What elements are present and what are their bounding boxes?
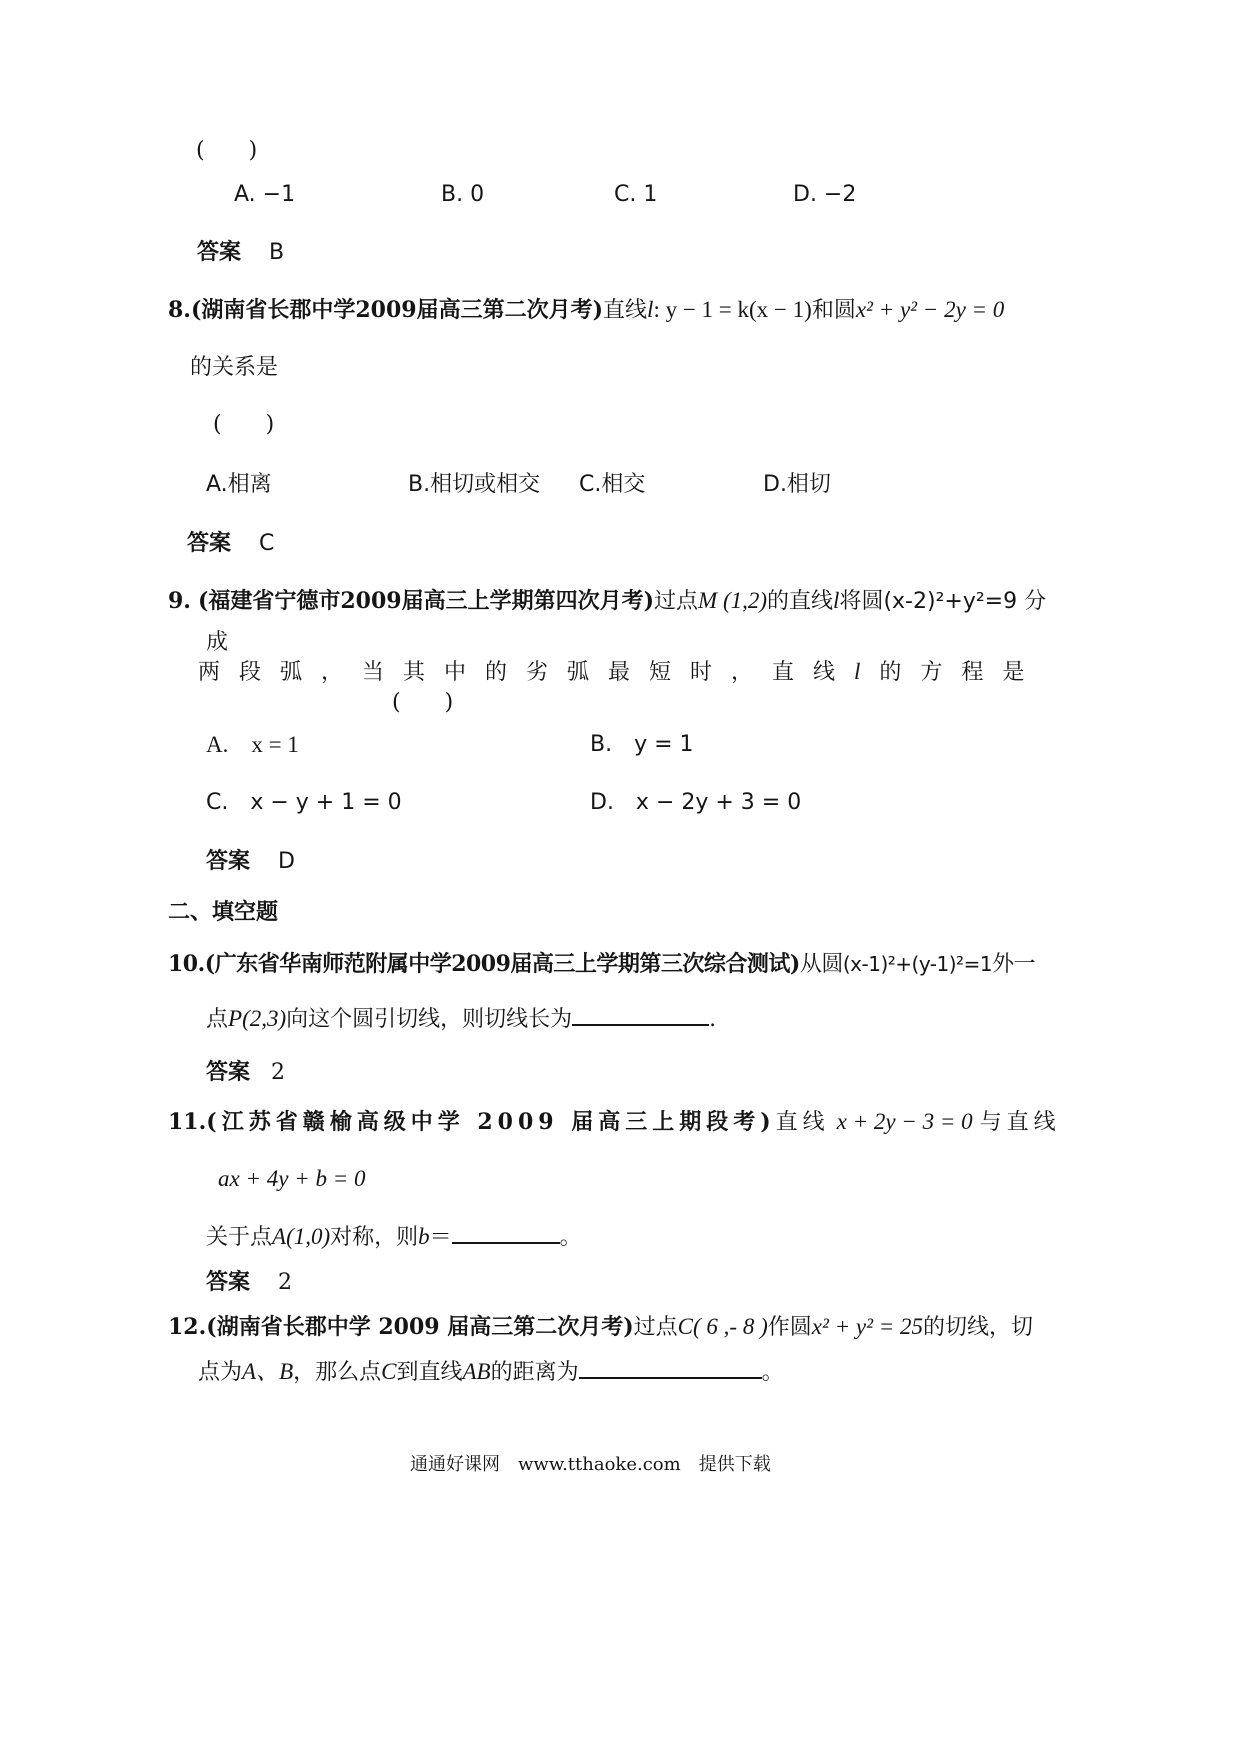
line-symbol: l [647, 297, 654, 322]
q7-option-c: C. 1 [614, 182, 658, 207]
circle-equation: (x-2)²+y²=9 [883, 589, 1018, 614]
answer-value: C [259, 531, 275, 556]
question-source: (湖南省长郡中学2009届高三第二次月考) [190, 297, 604, 323]
question-number: 10. [168, 951, 205, 977]
q8-option-a: A.相离 [206, 472, 272, 497]
q10-stem-cont [206, 1004, 716, 1035]
stem-text: 将圆 [839, 589, 884, 614]
q7-option-a: A. −1 [234, 182, 296, 207]
point: P(2,3) [228, 1006, 287, 1031]
option-text: A. x = 1 [206, 732, 299, 757]
question-source: (广东省华南师范附属中学2009届高三上学期第三次综合测试) [204, 951, 800, 977]
answer-label: 答案 [187, 530, 232, 556]
line-symbol: l [854, 659, 861, 684]
stem-text: 的切线，切 [923, 1315, 1034, 1340]
q11-answer [206, 1267, 292, 1298]
q9-option-b [590, 730, 694, 760]
q9-answer [206, 846, 295, 877]
answer-value: 2 [278, 1270, 292, 1295]
stem-text: 对称，则 [330, 1225, 419, 1250]
q9-stem-cont: 成 [206, 630, 229, 655]
stem-text: 的直线 [767, 589, 834, 614]
stem-text: 到直线 [396, 1360, 463, 1385]
q8-option-c: C.相交 [579, 472, 646, 497]
point: C [381, 1359, 397, 1384]
option-text: D. x − 2y + 3 = 0 [590, 790, 802, 815]
q7-option-d: D. −2 [793, 182, 857, 207]
point: C( 6 ,- 8 ) [677, 1314, 768, 1339]
stem-text: . [709, 1007, 717, 1032]
stem-text: ＝ [429, 1225, 452, 1250]
stem-text: 直线 [775, 1110, 830, 1135]
question-source: (湖南省长郡中学 2009 届高三第二次月考) [206, 1314, 634, 1340]
question-number: 9. [168, 588, 191, 614]
answer-label: 答案 [206, 1269, 251, 1295]
stem-text: 和圆 [811, 298, 856, 323]
circle-equation: (x-1)²+(y-1)²=1 [842, 952, 993, 976]
line-equation: x + 2y − 3 = 0 [836, 1109, 973, 1134]
q7-answer [197, 237, 284, 268]
question-number: 8. [168, 297, 191, 323]
answer-label: 答案 [197, 239, 242, 265]
option-text: C. x − y + 1 = 0 [206, 790, 402, 815]
q8-stem-cont: 的关系是 [190, 355, 279, 380]
stem-text: 点为 [198, 1360, 243, 1385]
q9-option-c [206, 788, 402, 818]
point: M (1,2) [698, 588, 768, 613]
variable: b [418, 1224, 430, 1249]
q9-stem [168, 586, 1046, 617]
line-symbol: l [833, 588, 840, 613]
stem-text: 过点 [654, 589, 699, 614]
stem-text: 点 [206, 1007, 229, 1032]
q8-paren: ( ) [213, 412, 275, 437]
q7-option-b: B. 0 [441, 182, 485, 207]
answer-blank [579, 1357, 762, 1379]
answer-value: D [278, 849, 295, 874]
q12-stem [168, 1312, 1033, 1343]
q9-option-a [206, 730, 299, 761]
answer-blank [452, 1222, 560, 1244]
q8-option-d: D.相切 [763, 472, 831, 497]
answer-value: 2 [271, 1060, 285, 1085]
question-number: 11. [168, 1109, 207, 1135]
q12-stem-cont [198, 1357, 784, 1388]
stem-text: 向这个圆引切线，则切线长为 [286, 1007, 573, 1032]
point: A(1,0) [272, 1224, 331, 1249]
stem-text: 作圆 [767, 1315, 812, 1340]
stem-text: ，那么点 [293, 1360, 382, 1385]
circle-equation: x² + y² − 2y = 0 [855, 297, 1005, 322]
line-equation: : y − 1 = k(x − 1) [653, 297, 812, 322]
stem-text: 与直线 [979, 1110, 1061, 1135]
q9-paren: ( ) [392, 690, 454, 715]
q11-equation: ax + 4y + b = 0 [218, 1166, 366, 1191]
answer-blank [572, 1004, 709, 1026]
question-source: (江苏省赣榆高级中学 2009 届高三上期段考) [206, 1109, 776, 1135]
stem-text: 过点 [633, 1315, 678, 1340]
question-source: (福建省宁德市2009届高三上学期第四次月考) [197, 588, 655, 614]
q9-stem-cont2 [198, 657, 1043, 688]
q10-stem [168, 949, 1035, 980]
stem-text: 外一 [992, 952, 1036, 977]
stem-text: 两段弧，当其中的劣弧最短时，直线 [198, 660, 855, 685]
page-footer: 通通好课网 www.tthaoke.com 提供下载 [410, 1454, 771, 1475]
stem-text: 直线 [603, 298, 648, 323]
stem-text: 。 [559, 1225, 582, 1250]
line-name: AB [462, 1359, 491, 1384]
q10-answer [206, 1057, 285, 1088]
q8-answer [187, 528, 274, 559]
q8-option-b: B.相切或相交 [408, 472, 541, 497]
stem-text: 分 [1024, 589, 1047, 614]
q11-stem-cont [206, 1222, 582, 1253]
points: A、B [242, 1359, 294, 1384]
stem-text: 。 [761, 1360, 784, 1385]
q8-stem [168, 295, 1004, 326]
stem-text: 从圆 [799, 952, 843, 977]
stem-text: 的距离为 [490, 1360, 579, 1385]
q9-option-d [590, 788, 801, 818]
option-text: B. y = 1 [590, 732, 694, 757]
question-number: 12. [168, 1314, 207, 1340]
stem-text: 的方程是 [879, 660, 1044, 685]
q11-stem [168, 1107, 1061, 1138]
answer-label: 答案 [206, 848, 251, 874]
circle-equation: x² + y² = 25 [811, 1314, 924, 1339]
q7-paren: ( ) [196, 138, 258, 163]
stem-text: 关于点 [206, 1225, 273, 1250]
answer-label: 答案 [206, 1059, 251, 1085]
answer-value: B [269, 240, 285, 265]
section-heading: 二、填空题 [168, 899, 279, 925]
